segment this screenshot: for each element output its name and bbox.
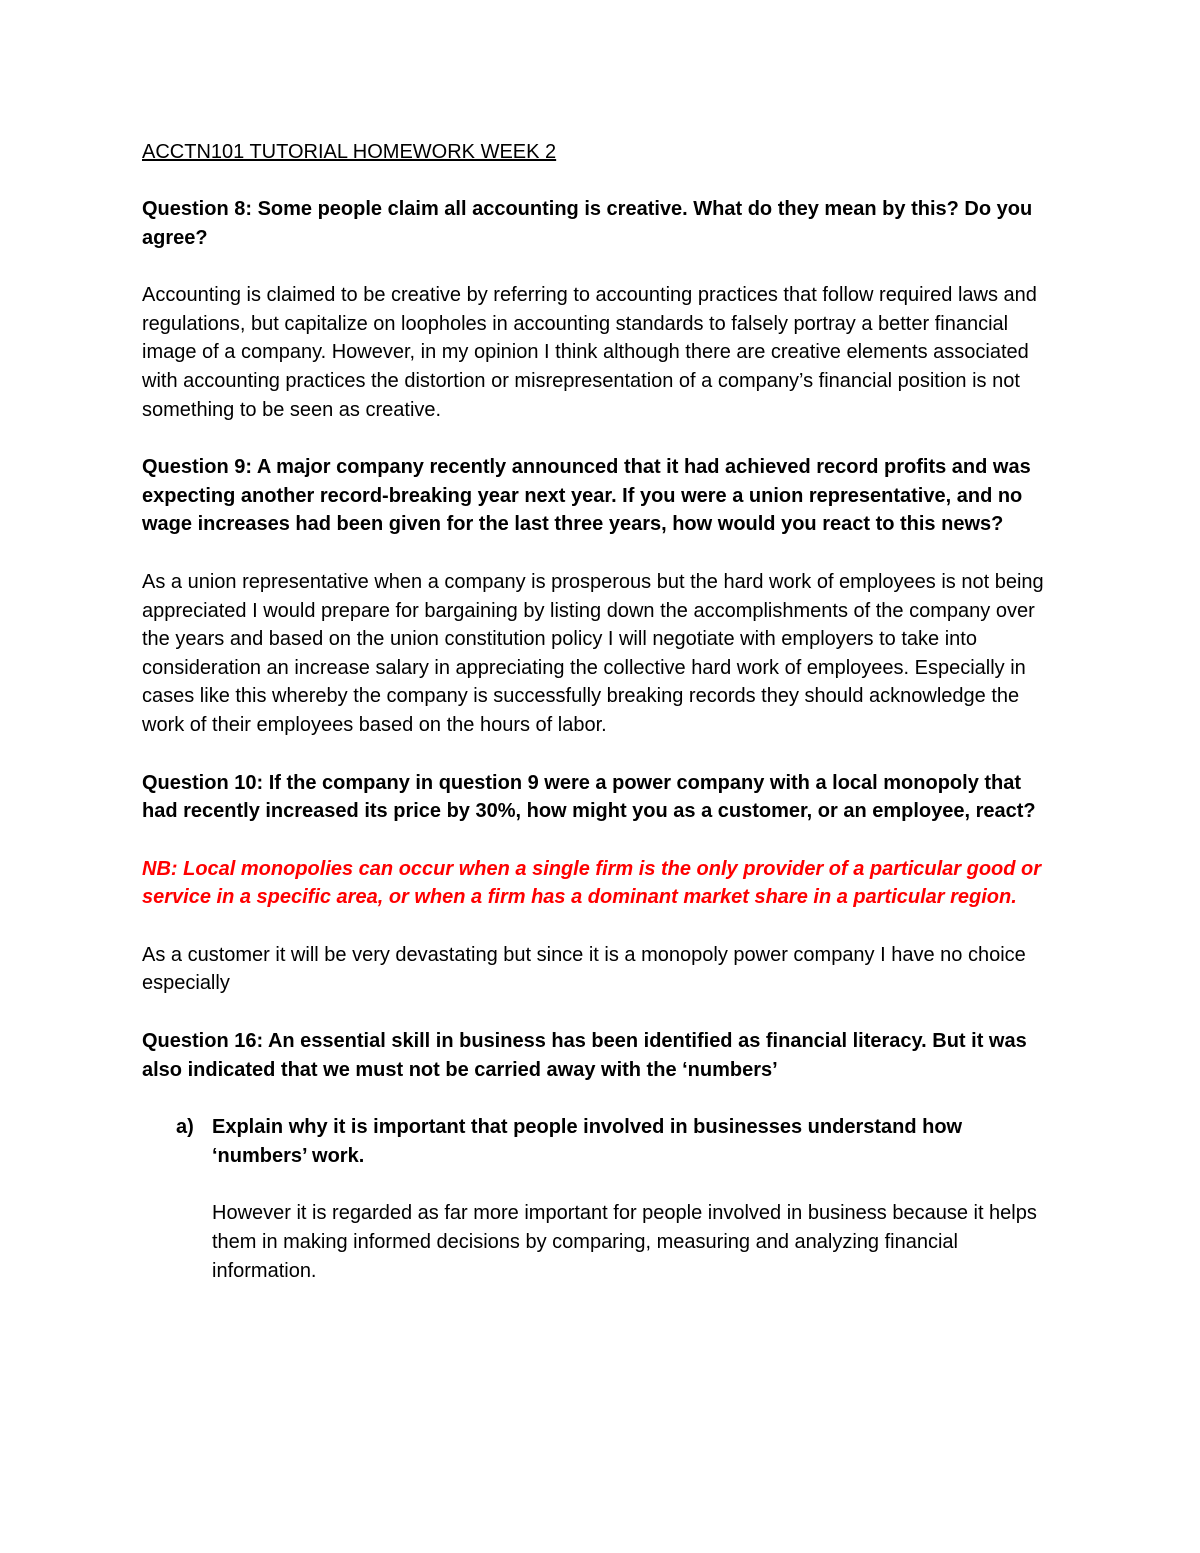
nb-note: NB: Local monopolies can occur when a single firm is the only provider of a particular good or service in a specific area, or when a firm has a dominant market share in a particular region. (142, 857, 1042, 909)
question-9: Question 9: A major company recently announced that it had achieved record profits and was expecting another record-breaking year next year. If you were a union representative, and no wage increases had been given for the last three years, how would you react to this news? (142, 456, 1031, 536)
question-16a-text: Explain why it is important that people involved in businesses understand how ‘numbers’ work. (212, 1116, 963, 1167)
spacer (142, 1084, 1062, 1113)
question-8: Question 8: Some people claim all accounting is creative. What do they mean by this? Do you agree? (142, 198, 1033, 249)
spacer (142, 424, 1062, 453)
answer-16a: However it is regarded as far more important for people involved in business because it helps them in making informed decisions by comparing, measuring and analyzing financial information. (212, 1202, 1037, 1282)
list-marker: a) (176, 1116, 194, 1139)
document-body (142, 138, 1062, 1285)
page-title: ACCTN101 TUTORIAL HOMEWORK WEEK 2 (142, 141, 557, 163)
spacer (142, 826, 1062, 855)
spacer (142, 998, 1062, 1027)
spacer (142, 740, 1062, 769)
spacer (142, 1170, 1062, 1199)
question-16a (142, 1113, 1062, 1170)
question-16: Question 16: An essential skill in business has been identified as financial literacy. But it was also indicated that we must not be carried away with the ‘numbers’ (142, 1030, 1027, 1081)
answer-9: As a union representative when a company is prosperous but the hard work of employees is not being appreciated I would prepare for bargaining by listing down the accomplishments of the company over the years and based on the union constitution policy I will negotiate with employers to take into consideration an increase salary in appreciating the collective hard work of employees. Especially in cases like this whereby the company is successfully breaking records they should acknowledge the work of their employees based on the hours of labor. (142, 570, 1044, 736)
spacer (142, 252, 1062, 281)
spacer (142, 166, 1062, 195)
spacer (142, 912, 1062, 941)
spacer (142, 539, 1062, 568)
answer-8: Accounting is claimed to be creative by referring to accounting practices that follow required laws and regulations, but capitalize on loopholes in accounting standards to falsely portray a better financial image of a company. However, in my opinion I think although there are creative elements associated with accounting practices the distortion or misrepresentation of a company’s financial position is not something to be seen as creative. (142, 284, 1037, 421)
answer-10: As a customer it will be very devastating but since it is a monopoly power company I have no choice especially (142, 943, 1026, 995)
question-10: Question 10: If the company in question 9 were a power company with a local monopoly that had recently increased its price by 30%, how might you as a customer, or an employee, react? (142, 771, 1036, 823)
